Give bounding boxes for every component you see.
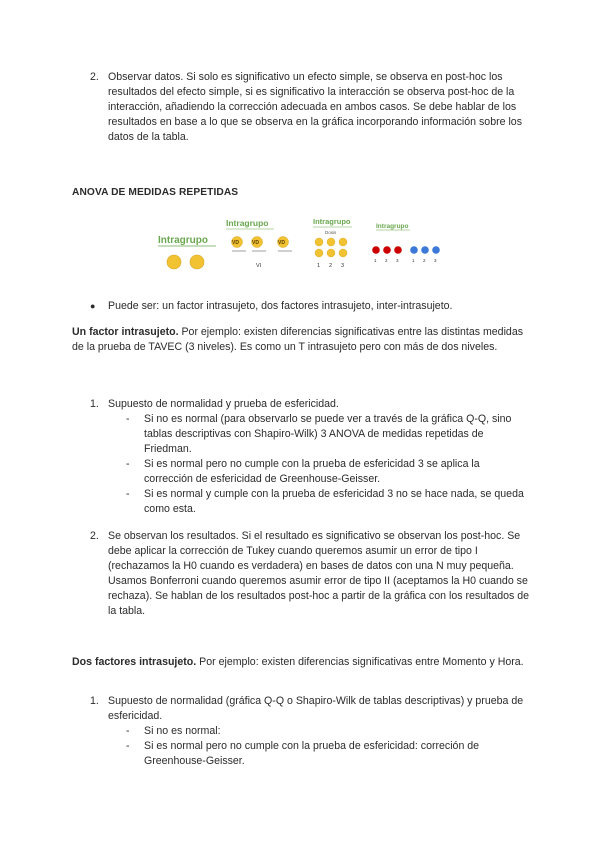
two-factors-title: Dos factores intrasujeto.	[72, 656, 197, 668]
sub-item-text: Si es normal y cumple con la prueba de esfericidad 3 no se hace nada, se queda como esta.	[144, 488, 524, 515]
panel1-title: Intragrupo	[158, 235, 208, 246]
panel4-number-1: 1	[374, 258, 377, 263]
list-text: Se observan los resultados. Si el resultado es significativo se observan los post-hoc. Se debe aplicar la corrección de Tukey cuando queremos asumir un error de tipo I (rechazamos la H0 cuando es verdadera) en bases de datos con una N muy pequeña. Usamos Bonferroni cuando queremos asumir error de tipo II (aceptamos la H0 cuando se rechaza). Se hablan de los resultados post-hoc a partir de la gráfica con los resultados de la tabla.	[108, 530, 530, 617]
panel3-number-2: 2	[329, 263, 333, 269]
panel3-dot-3	[339, 238, 347, 246]
list-text: Supuesto de normalidad y prueba de esfericidad.	[108, 398, 339, 410]
panel3-dot-4	[315, 249, 323, 257]
list-item	[90, 70, 530, 145]
panel3-dot-2	[327, 238, 335, 246]
two-factors-paragraph	[72, 655, 532, 670]
panel4-blue-dot-3	[432, 246, 440, 254]
list-item	[90, 397, 530, 517]
sub-item-text: Si es normal pero no cumple con la prueba de esfericidad 3 se aplica la corrección de esfericidad de Greenhouse-Geisser.	[144, 458, 480, 485]
one-factor-title: Un factor intrasujeto.	[72, 326, 179, 338]
panel4-number-4: 1	[412, 258, 415, 263]
panel2-vd-2: VD	[252, 240, 259, 246]
panel3-title: Intragrupo	[313, 217, 351, 226]
panel4-blue-dot-2	[421, 246, 429, 254]
panel4-number-5: 2	[423, 258, 426, 263]
panel2-title: Intragrupo	[226, 218, 269, 228]
panel4-number-2: 2	[385, 258, 388, 263]
panel3-number-3: 3	[341, 263, 345, 269]
dash-symbol: -	[126, 488, 130, 500]
panel3-dot-1	[315, 238, 323, 246]
panel3-small: Dosis	[325, 230, 337, 235]
panel4-title: Intragrupo	[376, 223, 409, 230]
panel2-caption: VI	[256, 263, 262, 269]
dash-symbol: -	[126, 413, 130, 425]
panel3-dot-6	[339, 249, 347, 257]
panel4-number-3: 3	[396, 258, 399, 263]
panel2-vd-1: VD	[232, 240, 239, 246]
list-item	[90, 694, 530, 769]
bullet-item	[90, 299, 530, 314]
sub-item	[126, 457, 530, 487]
list-number: 2.	[90, 530, 99, 542]
list-number: 1.	[90, 695, 99, 707]
bullet-text: Puede ser: un factor intrasujeto, dos factores intrasujeto, inter-intrasujeto.	[108, 300, 453, 312]
panel3-number-1: 1	[317, 263, 321, 269]
panel1-dot-2	[190, 255, 204, 269]
panel2-vd-3: VD	[278, 240, 285, 246]
dash-symbol: -	[126, 458, 130, 470]
sub-item-text: Si no es normal (para observarlo se puede ver a través de la gráfica Q-Q, sino tablas descriptivas con Shapiro-Wilk) 3 ANOVA de medidas repetidas de Friedman.	[144, 413, 512, 455]
panel4-red-dot-2	[383, 246, 391, 254]
one-factor-text: Por ejemplo: existen diferencias significativas entre las distintas medidas de la prueba de TAVEC (3 niveles). Es como un T intrasujeto pero con más de dos niveles.	[72, 326, 524, 353]
paragraph: Observar datos. Si solo es significativo un efecto simple, se observa en post-hoc los resultados del efecto simple, si es significativo la interacción se observa post-hoc de la interacción, añadiendo la corrección adecuada en ambos casos. Se debe hablar de los resultados en base a lo que se observa en la gráfica incorporando información sobre los datos de la tabla.	[108, 71, 522, 143]
panel4-number-6: 3	[434, 258, 437, 263]
sub-item	[126, 487, 530, 517]
list-number: 2.	[90, 71, 99, 83]
panel4-blue-dot-1	[410, 246, 418, 254]
list-item	[90, 529, 530, 619]
bullet-symbol: ●	[90, 301, 96, 311]
section-heading: ANOVA DE MEDIDAS REPETIDAS	[72, 187, 239, 198]
list-text: Supuesto de normalidad (gráfica Q-Q o Shapiro-Wilk de tablas descriptivas) y prueba de esfericidad.	[108, 695, 524, 722]
sub-item-text: Si es normal pero no cumple con la prueba de esfericidad: correción de Greenhouse-Geisser.	[144, 740, 480, 767]
panel1-dot-1	[167, 255, 181, 269]
panel4-red-dot-3	[394, 246, 402, 254]
panel4-red-dot-1	[372, 246, 380, 254]
panel3-dot-5	[327, 249, 335, 257]
list-number: 1.	[90, 398, 99, 410]
sub-item	[126, 412, 530, 457]
one-factor-paragraph	[72, 325, 532, 355]
anova-figure	[150, 212, 450, 274]
sub-item	[126, 739, 530, 769]
dash-symbol: -	[126, 725, 130, 737]
sub-item	[126, 724, 530, 739]
dash-symbol: -	[126, 740, 130, 752]
two-factors-text: Por ejemplo: existen diferencias significativas entre Momento y Hora.	[196, 656, 524, 668]
sub-item-text: Si no es normal:	[144, 725, 221, 737]
